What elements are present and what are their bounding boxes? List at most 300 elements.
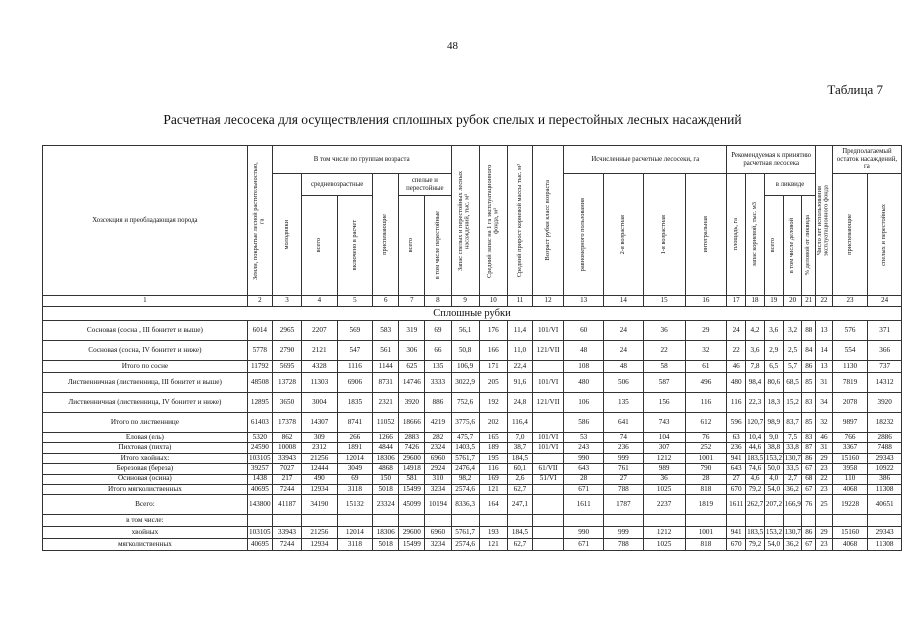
table-cell: 202	[479, 413, 507, 433]
table-cell: 2790	[272, 341, 301, 361]
table-cell: 761	[604, 464, 644, 474]
table-cell: 569	[337, 321, 373, 341]
table-cell: 80,6	[764, 373, 783, 393]
table-cell	[727, 515, 746, 527]
column-number: 16	[685, 296, 727, 307]
table-row	[43, 393, 902, 413]
table-cell: 4,6	[746, 474, 765, 484]
table-cell: 86	[802, 361, 816, 373]
table-cell: 48	[564, 341, 604, 361]
table-cell: 60,1	[507, 464, 532, 474]
table-cell	[832, 515, 868, 527]
table-cell: 14312	[868, 373, 902, 393]
table-cell: 130,7	[783, 453, 802, 463]
table-cell: 1891	[337, 443, 373, 453]
table-cell: 625	[399, 361, 425, 373]
table-cell: 11303	[302, 373, 338, 393]
table-cell: 121	[479, 484, 507, 494]
table-cell: 192	[479, 393, 507, 413]
table-cell: 195	[479, 453, 507, 463]
column-number: 20	[783, 296, 802, 307]
table-cell: 39257	[247, 464, 272, 474]
table-cell: 24	[727, 321, 746, 341]
table-cell: 3118	[337, 484, 373, 494]
table-cell: 643	[727, 464, 746, 474]
table-cell: 13	[816, 361, 833, 373]
table-cell: 28	[685, 474, 727, 484]
table-cell	[783, 515, 802, 527]
table-cell: 496	[685, 373, 727, 393]
table-cell: 1025	[643, 484, 685, 494]
header-species: Хозсекция и преобладающая порода	[43, 146, 248, 296]
table-cell: 506	[604, 373, 644, 393]
table-cell: 6906	[337, 373, 373, 393]
table-cell: 24	[604, 321, 644, 341]
table-cell: 3022,9	[451, 373, 479, 393]
table-cell: 12895	[247, 393, 272, 413]
table-cell: 475,7	[451, 433, 479, 443]
table-cell: 91,6	[507, 373, 532, 393]
table-cell: 29600	[399, 527, 425, 539]
table-cell: 583	[373, 321, 399, 341]
table-row	[43, 527, 902, 539]
table-header	[43, 146, 902, 296]
table-cell: 766	[832, 433, 868, 443]
table-cell: 121	[479, 539, 507, 551]
table-cell: 3118	[337, 539, 373, 551]
table-cell: 205	[479, 373, 507, 393]
table-cell: 56,1	[451, 321, 479, 341]
table-cell: 110	[832, 474, 868, 484]
row-label: Итого мягколиственных	[43, 484, 248, 494]
table-cell: 51/VI	[532, 474, 563, 484]
table-cell: 14307	[302, 413, 338, 433]
row-label: Осиновая (осина)	[43, 474, 248, 484]
table-cell: 5018	[373, 484, 399, 494]
table-cell: 23	[816, 484, 833, 494]
table-cell: 106,9	[451, 361, 479, 373]
table-cell: 18232	[868, 413, 902, 433]
table-cell: 941	[727, 527, 746, 539]
table-row	[43, 484, 902, 494]
table-cell: 737	[868, 361, 902, 373]
table-cell: 671	[564, 539, 604, 551]
row-label: в том числе:	[43, 515, 248, 527]
table-cell: 23	[816, 464, 833, 474]
row-label: Лиственничная (лиственница, III бонитет и выше)	[43, 373, 248, 393]
header-uniform: равномерного пользования	[564, 174, 604, 296]
row-label: Сосновая (сосна, IV бонитет и ниже)	[43, 341, 248, 361]
table-cell: 1144	[373, 361, 399, 373]
table-cell: 103105	[247, 527, 272, 539]
table-cell	[532, 539, 563, 551]
table-cell: 1001	[685, 527, 727, 539]
table-cell: 5320	[247, 433, 272, 443]
column-number: 1	[43, 296, 248, 307]
column-number: 18	[746, 296, 765, 307]
table-cell: 6,5	[764, 361, 783, 373]
table-cell	[479, 515, 507, 527]
table-cell: 2574,6	[451, 484, 479, 494]
table-cell: 2,5	[783, 341, 802, 361]
table-cell	[532, 495, 563, 515]
table-cell: 48	[604, 361, 644, 373]
table-cell: 612	[685, 413, 727, 433]
table-cell: 28	[564, 474, 604, 484]
table-cell: 61/VII	[532, 464, 563, 474]
table-cell: 68,5	[783, 373, 802, 393]
table-cell: 3234	[425, 484, 451, 494]
column-number: 10	[479, 296, 507, 307]
table-cell: 14918	[399, 464, 425, 474]
table-cell: 262,7	[746, 495, 765, 515]
table-row	[43, 453, 902, 463]
header-integral: интегральная	[685, 174, 727, 296]
row-label: Итого хвойных:	[43, 453, 248, 463]
header-forest-area: Земли, покрытые лесной растительностью, га	[247, 146, 272, 296]
table-cell: 34	[816, 393, 833, 413]
table-cell: 50,0	[764, 464, 783, 474]
table-cell: 1787	[604, 495, 644, 515]
column-number: 12	[532, 296, 563, 307]
table-cell: 116	[479, 464, 507, 474]
table-cell: 27	[604, 474, 644, 484]
table-cell: 15160	[832, 527, 868, 539]
table-cell: 3004	[302, 393, 338, 413]
page-number: 48	[447, 40, 458, 52]
table-cell: 1611	[727, 495, 746, 515]
row-label: Лиственничная (лиственница, IV бонитет и ниже)	[43, 393, 248, 413]
table-cell: 166,9	[783, 495, 802, 515]
table-cell: 12934	[302, 539, 338, 551]
table-cell: 670	[727, 539, 746, 551]
table-cell: 586	[564, 413, 604, 433]
table-cell: 309	[302, 433, 338, 443]
table-cell: 7488	[868, 443, 902, 453]
header-cutting-age: Возраст рубки класс возраста	[532, 146, 563, 296]
table-cell: 29343	[868, 527, 902, 539]
table-cell: 62,7	[507, 539, 532, 551]
table-cell	[532, 527, 563, 539]
row-label: хвойных	[43, 527, 248, 539]
table-cell: 40651	[868, 495, 902, 515]
table-cell: 84	[802, 341, 816, 361]
table-cell: 83,7	[783, 413, 802, 433]
table-cell	[451, 515, 479, 527]
column-number: 9	[451, 296, 479, 307]
table-cell: 2237	[643, 495, 685, 515]
table-cell: 3958	[832, 464, 868, 474]
row-label: Еловая (ель)	[43, 433, 248, 443]
table-cell: 3367	[832, 443, 868, 453]
table-cell: 12014	[337, 453, 373, 463]
table-cell: 23	[816, 539, 833, 551]
table-cell: 153,2	[764, 527, 783, 539]
table-cell: 818	[685, 484, 727, 494]
table-cell: 641	[604, 413, 644, 433]
table-cell	[337, 515, 373, 527]
table-cell: 76	[802, 495, 816, 515]
table-cell: 69	[425, 321, 451, 341]
table-cell: 120,7	[746, 413, 765, 433]
table-cell: 33943	[272, 453, 301, 463]
table-cell: 7426	[399, 443, 425, 453]
table-cell: 189	[479, 443, 507, 453]
header-total: всего	[302, 196, 338, 296]
table-cell: 15132	[337, 495, 373, 515]
column-number: 19	[764, 296, 783, 307]
table-cell: 5018	[373, 539, 399, 551]
table-cell: 61403	[247, 413, 272, 433]
table-cell: 184,5	[507, 453, 532, 463]
column-number: 3	[272, 296, 301, 307]
column-number: 17	[727, 296, 746, 307]
table-cell: 2886	[868, 433, 902, 443]
table-cell: 85	[802, 413, 816, 433]
table-cell: 4,2	[746, 321, 765, 341]
table-cell: 24590	[247, 443, 272, 453]
table-cell: 98,4	[746, 373, 765, 393]
table-cell: 990	[564, 527, 604, 539]
header-premature: приспевающие	[373, 174, 399, 296]
table-cell: 193	[479, 527, 507, 539]
table-cell: 561	[373, 341, 399, 361]
table-cell: 2321	[373, 393, 399, 413]
table-cell: 671	[564, 484, 604, 494]
table-cell: 121/VII	[532, 393, 563, 413]
table-cell: 366	[868, 341, 902, 361]
header-age-groups: В том числе по группам возраста	[272, 146, 451, 174]
table-row	[43, 433, 902, 443]
table-cell: 22,3	[746, 393, 765, 413]
table-cell	[564, 515, 604, 527]
table-cell: 86	[802, 453, 816, 463]
table-cell: 29	[816, 453, 833, 463]
table-cell: 989	[643, 464, 685, 474]
table-cell: 3650	[272, 393, 301, 413]
table-cell: 22	[643, 341, 685, 361]
table-cell: 106	[564, 393, 604, 413]
table-cell: 27	[727, 474, 746, 484]
table-cell: 1403,5	[451, 443, 479, 453]
table-cell	[399, 515, 425, 527]
table-cell	[532, 413, 563, 433]
table-cell: 2965	[272, 321, 301, 341]
table-cell: 3920	[868, 393, 902, 413]
table-cell: 2207	[302, 321, 338, 341]
header-liq-total: всего	[764, 196, 783, 296]
table-cell: 74	[604, 433, 644, 443]
cutting-area-table	[42, 145, 902, 551]
table-cell: 116	[727, 393, 746, 413]
table-cell: 36	[643, 474, 685, 484]
table-cell	[685, 515, 727, 527]
table-cell: 169	[479, 474, 507, 484]
table-cell: 10,4	[746, 433, 765, 443]
table-cell: 371	[868, 321, 902, 341]
table-cell: 386	[868, 474, 902, 484]
table-cell: 2883	[399, 433, 425, 443]
table-cell: 22	[727, 341, 746, 361]
table-cell: 480	[564, 373, 604, 393]
table-cell: 32	[816, 413, 833, 433]
row-label: мягколиственных	[43, 539, 248, 551]
column-number: 8	[425, 296, 451, 307]
table-cell: 4068	[832, 484, 868, 494]
table-cell: 79,2	[746, 484, 765, 494]
table-cell	[532, 453, 563, 463]
table-cell: 1611	[564, 495, 604, 515]
table-cell: 12934	[302, 484, 338, 494]
table-cell: 3775,6	[451, 413, 479, 433]
table-cell: 88	[802, 321, 816, 341]
table-cell: 164	[479, 495, 507, 515]
table-cell: 282	[425, 433, 451, 443]
table-cell: 5761,7	[451, 527, 479, 539]
table-cell: 11308	[868, 484, 902, 494]
table-cell: 1116	[337, 361, 373, 373]
table-cell: 788	[604, 539, 644, 551]
header-total2: всего	[399, 196, 425, 296]
table-cell: 98,2	[451, 474, 479, 484]
table-row	[43, 464, 902, 474]
table-cell: 166	[479, 341, 507, 361]
column-number: 13	[564, 296, 604, 307]
table-cell: 818	[685, 539, 727, 551]
table-cell	[272, 515, 301, 527]
table-cell: 83	[802, 393, 816, 413]
table-cell: 5695	[272, 361, 301, 373]
table-cell: 63	[727, 433, 746, 443]
header-avg-stock: Средний запас на 1 га эксплуатационного фонда, м³	[479, 146, 507, 296]
row-label: Пихтовая (пихта)	[43, 443, 248, 453]
table-cell: 61	[685, 361, 727, 373]
table-cell: 7819	[832, 373, 868, 393]
table-cell: 5,7	[783, 361, 802, 373]
table-cell: 752,6	[451, 393, 479, 413]
table-cell: 135	[604, 393, 644, 413]
header-area: площадь, га	[727, 174, 746, 296]
table-cell: 74,6	[746, 464, 765, 474]
table-cell: 2,9	[764, 341, 783, 361]
table-cell: 2078	[832, 393, 868, 413]
table-cell: 130,7	[783, 527, 802, 539]
table-cell	[532, 515, 563, 527]
table-cell: 7244	[272, 484, 301, 494]
table-cell: 587	[643, 373, 685, 393]
table-cell: 143800	[247, 495, 272, 515]
column-number: 7	[399, 296, 425, 307]
table-cell: 22,4	[507, 361, 532, 373]
table-title: Расчетная лесосека для осуществления сплошных рубок спелых и перестойных лесных насаждений	[163, 112, 742, 127]
table-cell: 2312	[302, 443, 338, 453]
table-cell: 36	[643, 321, 685, 341]
table-cell: 45099	[399, 495, 425, 515]
table-cell: 67	[802, 539, 816, 551]
table-row	[43, 443, 902, 453]
table-row	[43, 321, 902, 341]
table-cell: 104	[643, 433, 685, 443]
table-cell: 116	[685, 393, 727, 413]
table-row	[43, 539, 902, 551]
header-age1: 1-я возрастная	[643, 174, 685, 296]
table-cell: 153,2	[764, 453, 783, 463]
table-cell: 101/VI	[532, 321, 563, 341]
table-cell: 4844	[373, 443, 399, 453]
table-cell: 3234	[425, 539, 451, 551]
table-cell: 183,5	[746, 453, 765, 463]
header-included: включено в расчет	[337, 196, 373, 296]
table-cell: 547	[337, 341, 373, 361]
table-cell	[532, 484, 563, 494]
table-cell: 4219	[425, 413, 451, 433]
table-cell: 58	[643, 361, 685, 373]
table-cell: 41187	[272, 495, 301, 515]
table-cell: 3,2	[783, 321, 802, 341]
table-cell: 86	[802, 527, 816, 539]
column-number: 21	[802, 296, 816, 307]
table-cell: 10922	[868, 464, 902, 474]
table-cell: 31	[816, 443, 833, 453]
table-cell: 8336,3	[451, 495, 479, 515]
table-cell: 5778	[247, 341, 272, 361]
table-cell: 21256	[302, 453, 338, 463]
table-cell: 60	[564, 321, 604, 341]
table-label: Таблица 7	[827, 82, 883, 97]
section-title: Сплошные рубки	[43, 307, 902, 321]
table-cell: 217	[272, 474, 301, 484]
table-row	[43, 341, 902, 361]
table-cell	[816, 515, 833, 527]
table-cell: 1001	[685, 453, 727, 463]
table-cell: 266	[337, 433, 373, 443]
table-cell: 6960	[425, 453, 451, 463]
table-cell: 2574,6	[451, 539, 479, 551]
table-cell	[247, 515, 272, 527]
table-cell: 990	[564, 453, 604, 463]
header-business: в том числе деловой	[783, 196, 802, 296]
table-cell: 33,8	[783, 443, 802, 453]
table-cell: 66	[425, 341, 451, 361]
row-label: Итого по лиственнице	[43, 413, 248, 433]
table-cell: 85	[802, 373, 816, 393]
column-number: 11	[507, 296, 532, 307]
table-cell: 54,0	[764, 484, 783, 494]
column-number: 2	[247, 296, 272, 307]
table-cell	[604, 515, 644, 527]
table-cell: 5761,7	[451, 453, 479, 463]
table-cell: 48508	[247, 373, 272, 393]
table-cell: 101/VI	[532, 433, 563, 443]
table-row	[43, 361, 902, 373]
column-number: 6	[373, 296, 399, 307]
header-stock: Запас спелых и перестойных лесных насаждений, тыс. м³	[451, 146, 479, 296]
table-cell: 13728	[272, 373, 301, 393]
table-row	[43, 495, 902, 515]
table-cell: 18306	[373, 527, 399, 539]
table-row	[43, 373, 902, 393]
table-cell: 490	[302, 474, 338, 484]
table-cell: 11792	[247, 361, 272, 373]
table-cell	[302, 515, 338, 527]
column-number: 22	[816, 296, 833, 307]
header-liquid: в ликвиде	[764, 174, 815, 196]
table-cell: 9897	[832, 413, 868, 433]
table-cell: 2121	[302, 341, 338, 361]
table-cell: 33943	[272, 527, 301, 539]
table-cell: 10194	[425, 495, 451, 515]
column-number: 4	[302, 296, 338, 307]
